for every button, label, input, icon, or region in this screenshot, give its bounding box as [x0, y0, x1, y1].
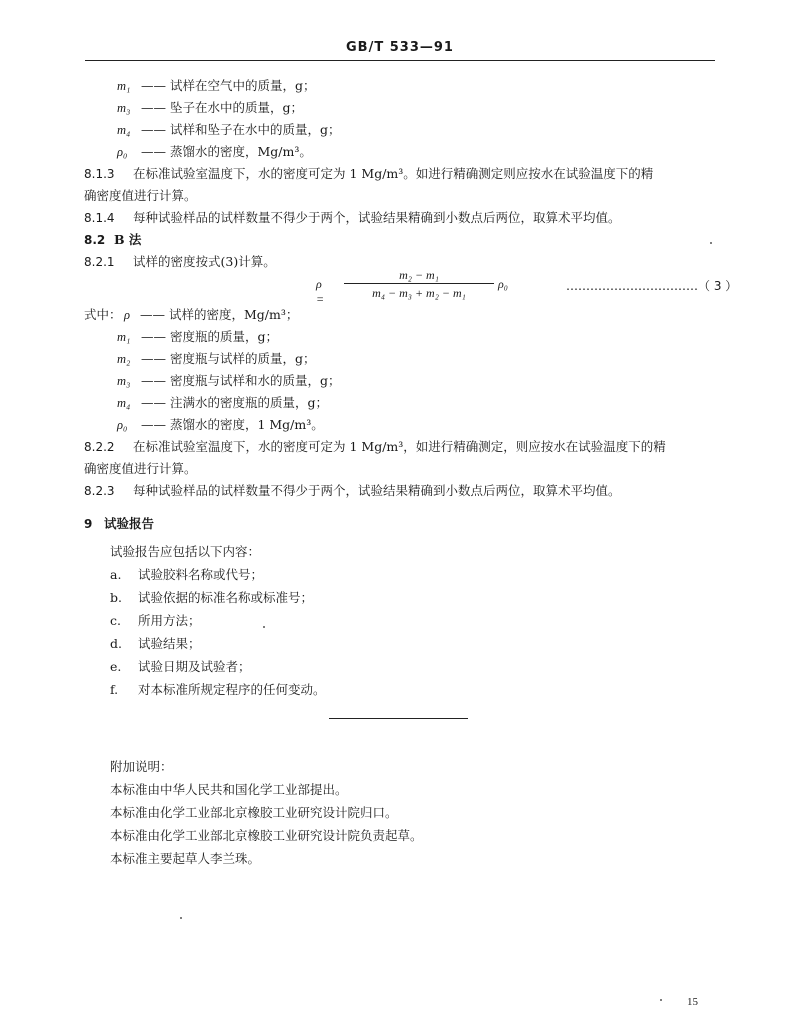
var-symbol: ρ [124, 308, 130, 322]
clause-number: 8.2.3 [84, 484, 115, 498]
var-def [117, 372, 340, 390]
item-text: 对本标准所规定程序的任何变动。 [138, 682, 326, 697]
formula-numerator: m₂ − m₁ [399, 268, 439, 282]
var-symbol: m₁ [117, 79, 131, 93]
formula-lhs: ρ = [316, 277, 325, 306]
clause-text: 试样的密度按式(3)计算。 [133, 254, 276, 269]
var-description: —— 密度瓶与试样和水的质量，g； [140, 373, 341, 388]
section-number: 9 [84, 517, 93, 531]
clause-text: 每种试验样品的试样数量不得少于两个，试验结果精确到小数点后两位，取算术平均值。 [133, 483, 621, 498]
header-rule [85, 60, 715, 61]
var-description: —— 坠子在水中的质量，g； [140, 100, 303, 115]
var-def [117, 394, 328, 412]
var-description: —— 试样在空气中的质量，g； [140, 78, 316, 93]
section-title: B 法 [114, 232, 142, 247]
formula-denominator: m₄ − m₃ + m₂ − m₁ [372, 286, 466, 300]
var-symbol: ρ₀ [117, 418, 128, 432]
report-item [110, 589, 313, 607]
report-item [110, 612, 201, 630]
section-number: 8.2 [84, 233, 106, 247]
where-label: 式中： [84, 307, 122, 322]
var-description: —— 密度瓶与试样的质量，g； [140, 351, 316, 366]
item-label: b. [110, 590, 122, 605]
notes-heading: 附加说明： [110, 759, 173, 774]
report-item [110, 658, 251, 676]
var-description: —— 试样的密度，Mg/m³； [139, 307, 299, 322]
scan-speck [710, 242, 712, 244]
report-intro: 试验报告应包括以下内容： [110, 544, 261, 559]
section-title: 试验报告 [104, 516, 155, 531]
clause-number: 8.2.2 [84, 440, 115, 454]
clause-number: 8.2.1 [84, 255, 115, 269]
item-text: 试验日期及试验者； [138, 659, 251, 674]
var-description: —— 密度瓶的质量，g； [140, 329, 278, 344]
formula-factor: ρ₀ [498, 277, 508, 291]
scan-speck [263, 626, 265, 628]
var-description: —— 试样和坠子在水中的质量，g； [140, 122, 341, 137]
section-divider [329, 718, 468, 719]
var-symbol: ρ₀ [117, 145, 128, 159]
var-symbol: m₄ [117, 123, 131, 137]
clause-text: 确密度值进行计算。 [84, 188, 197, 203]
clause-text: 每种试验样品的试样数量不得少于两个，试验结果精确到小数点后两位，取算术平均值。 [133, 210, 621, 225]
var-description: —— 注满水的密度瓶的质量，g； [140, 395, 328, 410]
var-def [124, 306, 298, 324]
report-item [110, 681, 326, 699]
var-def [117, 121, 340, 139]
var-description: —— 蒸馏水的密度，Mg/m³。 [140, 144, 312, 159]
item-text: 试验结果； [138, 636, 201, 651]
var-symbol: m₂ [117, 352, 131, 366]
var-def [117, 99, 303, 117]
report-item [110, 566, 263, 584]
equation-number: ……………………………（ 3 ） [566, 279, 738, 293]
clause-number: 8.1.3 [84, 167, 115, 181]
report-item [110, 635, 201, 653]
scan-speck [660, 999, 662, 1001]
var-def [117, 350, 315, 368]
var-def [117, 416, 324, 434]
item-label: e. [110, 659, 122, 674]
item-text: 试验依据的标准名称或标准号； [138, 590, 314, 605]
var-symbol: m₄ [117, 396, 131, 410]
item-label: a. [110, 567, 122, 582]
item-text: 所用方法； [138, 613, 201, 628]
note-line: 本标准主要起草人李兰珠。 [110, 851, 261, 866]
var-symbol: m₁ [117, 330, 131, 344]
var-symbol: m₃ [117, 374, 131, 388]
clause-text: 在标准试验室温度下，水的密度可定为 1 Mg/m³。如进行精确测定则应按水在试验温度下的精 [133, 166, 654, 181]
var-def [117, 77, 315, 95]
note-line: 本标准由化学工业部北京橡胶工业研究设计院负责起草。 [110, 828, 423, 843]
formula-fraction [344, 267, 494, 300]
item-label: f. [110, 682, 119, 697]
note-line: 本标准由化学工业部北京橡胶工业研究设计院归口。 [110, 805, 398, 820]
scan-speck [180, 917, 182, 919]
item-label: d. [110, 636, 122, 651]
var-def [117, 143, 312, 161]
page-number: 15 [687, 996, 698, 1008]
var-symbol: m₃ [117, 101, 131, 115]
item-label: c. [110, 613, 121, 628]
clause-text: 确密度值进行计算。 [84, 461, 197, 476]
item-text: 试验胶料名称或代号； [138, 567, 264, 582]
clause-number: 8.1.4 [84, 211, 115, 225]
standard-header: GB/T 533—91 [346, 40, 454, 55]
note-line: 本标准由中华人民共和国化学工业部提出。 [110, 782, 348, 797]
var-def [117, 328, 278, 346]
var-description: —— 蒸馏水的密度，1 Mg/m³。 [140, 417, 324, 432]
clause-text: 在标准试验室温度下，水的密度可定为 1 Mg/m³，如进行精确测定，则应按水在试验温度下的精 [133, 439, 666, 454]
